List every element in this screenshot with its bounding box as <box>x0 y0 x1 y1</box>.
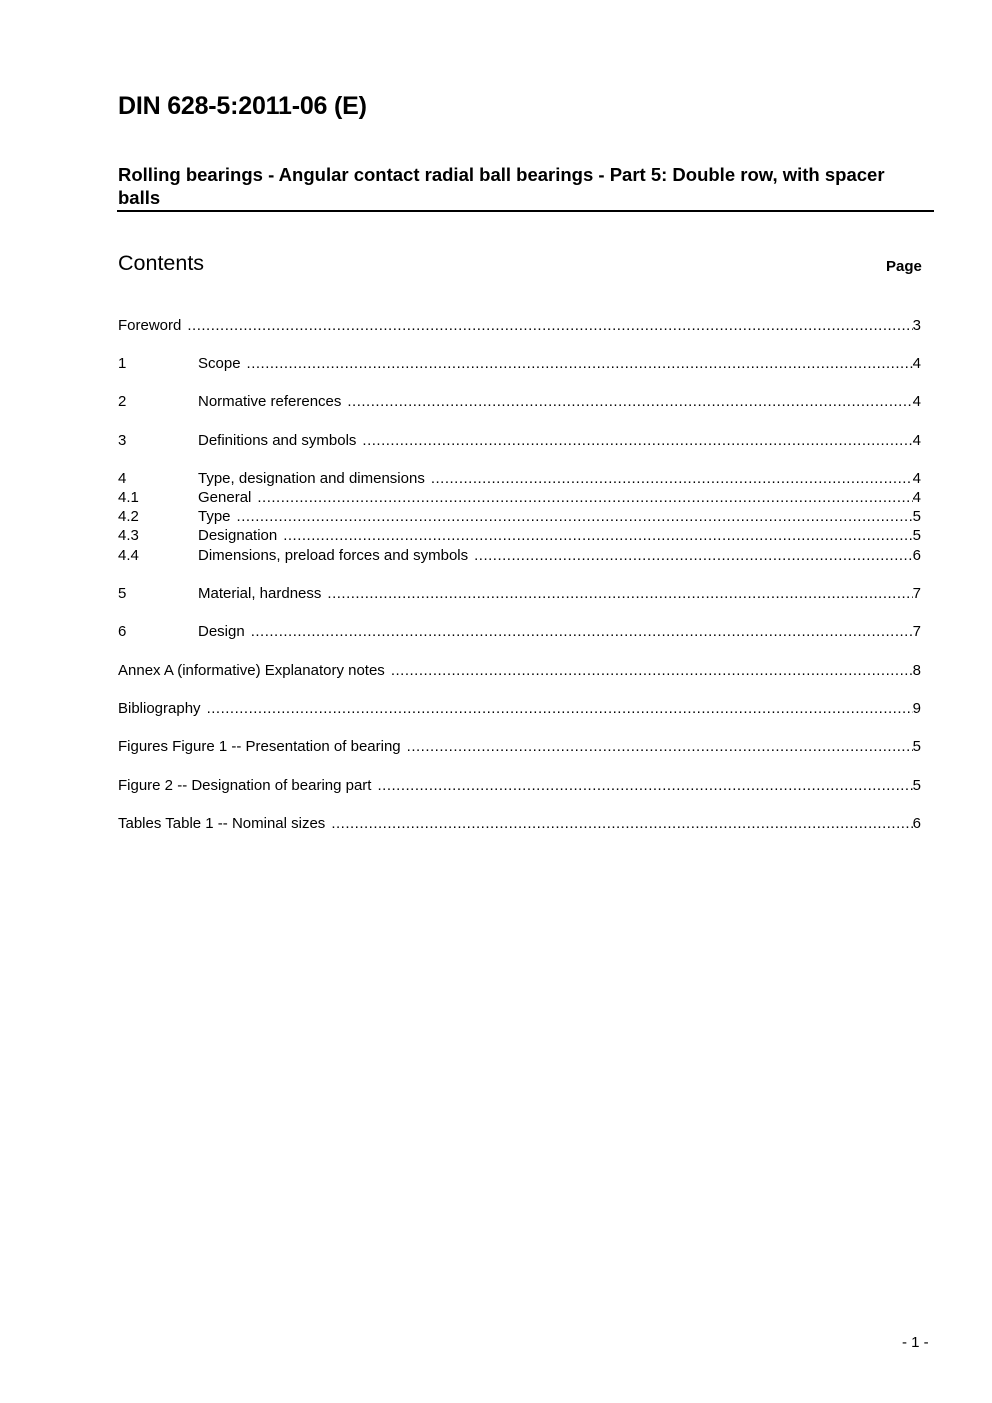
toc-entry-general[interactable] <box>118 488 921 507</box>
toc-leader <box>247 354 913 373</box>
toc-entry-number: 5 <box>118 585 127 602</box>
toc-entry-label: General <box>198 489 252 506</box>
toc-leader <box>187 316 912 335</box>
toc-entry-label: Definitions and symbols <box>198 432 357 449</box>
toc-leader <box>407 737 913 756</box>
toc-entry-table-1[interactable] <box>118 814 921 833</box>
document-title: Rolling bearings - Angular contact radial ball bearings - Part 5: Double row, with spacer balls <box>118 164 885 208</box>
toc-entry-label: Figures Figure 1 -- Presentation of bearing <box>118 738 401 755</box>
toc-entry-normative-references[interactable] <box>118 392 921 411</box>
toc-entry-type[interactable] <box>118 507 921 526</box>
toc-entry-label: Tables Table 1 -- Nominal sizes <box>118 815 326 832</box>
toc-leader <box>431 469 913 488</box>
toc-entry-bibliography[interactable] <box>118 699 921 718</box>
toc-entry-scope[interactable] <box>118 354 921 373</box>
toc-entry-number: 2 <box>118 393 127 410</box>
toc-entry-annex-a[interactable] <box>118 661 921 680</box>
document-id: DIN 628-5:2011-06 (E) <box>118 92 367 120</box>
toc-leader <box>327 584 912 603</box>
toc-entry-page: 6 <box>912 815 921 832</box>
toc-entry-label: Designation <box>198 527 278 544</box>
toc-entry-foreword[interactable] <box>118 316 921 335</box>
toc-leader <box>474 546 913 565</box>
toc-entry-dimensions-preload[interactable] <box>118 546 921 565</box>
toc-entry-page: 4 <box>912 432 921 449</box>
toc-entry-label: Scope <box>198 355 241 372</box>
toc-entry-designation[interactable] <box>118 526 921 545</box>
toc-leader <box>391 661 913 680</box>
toc-entry-page: 5 <box>912 527 921 544</box>
page-column-label: Page <box>886 258 922 275</box>
toc-entry-page: 4 <box>912 393 921 410</box>
toc-entry-label: Dimensions, preload forces and symbols <box>198 547 469 564</box>
contents-heading: Contents <box>118 251 205 275</box>
toc-entry-label: Design <box>198 623 245 640</box>
toc-entry-label: Figure 2 -- Designation of bearing part <box>118 777 372 794</box>
toc-entry-label: Type, designation and dimensions <box>198 470 425 487</box>
title-rule <box>117 210 934 212</box>
toc-leader <box>251 622 913 641</box>
toc-entry-label: Annex A (informative) Explanatory notes <box>118 662 385 679</box>
toc-entry-page: 6 <box>912 547 921 564</box>
toc-entry-page: 4 <box>912 470 921 487</box>
toc-entry-number: 4.2 <box>118 508 139 525</box>
toc-entry-design[interactable] <box>118 622 921 641</box>
toc-entry-page: 5 <box>912 508 921 525</box>
toc-entry-page: 9 <box>912 700 921 717</box>
toc-entry-number: 4 <box>118 470 127 487</box>
toc-entry-figure-2[interactable] <box>118 776 921 795</box>
toc-entry-label: Type <box>198 508 231 525</box>
toc-entry-number: 1 <box>118 355 127 372</box>
toc-entry-figure-1[interactable] <box>118 737 921 756</box>
toc-entry-material-hardness[interactable] <box>118 584 921 603</box>
toc-entry-label: Bibliography <box>118 700 201 717</box>
toc-leader <box>362 431 912 450</box>
toc-entry-page: 4 <box>912 489 921 506</box>
toc-entry-type-designation-dimensions[interactable] <box>118 469 921 488</box>
toc-entry-label: Foreword <box>118 317 182 334</box>
toc-entry-number: 3 <box>118 432 127 449</box>
toc-entry-page: 4 <box>912 355 921 372</box>
toc-leader <box>377 776 912 795</box>
toc-leader <box>257 488 912 507</box>
toc-entry-number: 4.3 <box>118 527 139 544</box>
toc-leader <box>347 392 912 411</box>
toc-entry-page: 5 <box>912 777 921 794</box>
toc-entry-page: 5 <box>912 738 921 755</box>
toc-leader <box>207 699 913 718</box>
page-number: - 1 - <box>902 1334 929 1351</box>
toc-entry-number: 6 <box>118 623 127 640</box>
toc-entry-label: Normative references <box>198 393 342 410</box>
toc-entry-page: 8 <box>912 662 921 679</box>
toc-leader <box>331 814 912 833</box>
toc-entry-page: 3 <box>912 317 921 334</box>
toc-leader <box>237 507 913 526</box>
toc-entry-page: 7 <box>912 623 921 640</box>
toc-entry-label: Material, hardness <box>198 585 322 602</box>
toc-leader <box>283 526 912 545</box>
toc-entry-definitions-and-symbols[interactable] <box>118 431 921 450</box>
toc-entry-number: 4.1 <box>118 489 139 506</box>
toc-entry-page: 7 <box>912 585 921 602</box>
toc-entry-number: 4.4 <box>118 547 139 564</box>
